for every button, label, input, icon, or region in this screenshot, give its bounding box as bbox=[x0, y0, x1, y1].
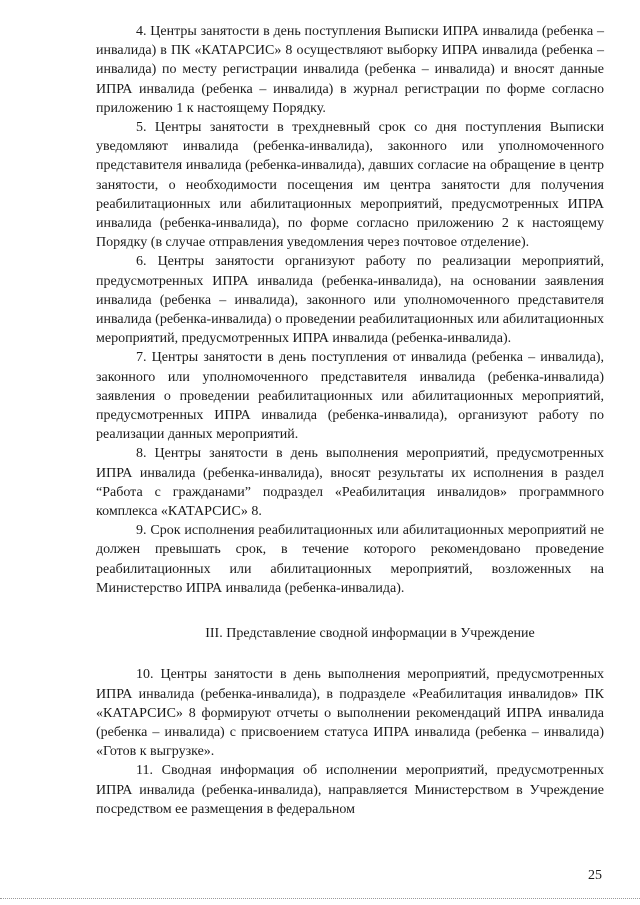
paragraph-4: 4. Центры занятости в день поступления Выписки ИПРА инвалида (ребенка – инвалида) в ПК «КАТАРСИС» 8 осуществляют выборку ИПРА инвалида (ребенка – инвалида) по месту регистрации инвалида (ребенка – инвалида) и вносят данные ИПРА инвалида (ребенка – инвалида) в журнал регистрации по форме согласно приложению 1 к настоящему Порядку. bbox=[96, 24, 604, 116]
page-number: 25 bbox=[588, 868, 602, 883]
paragraph-10: 10. Центры занятости в день выполнения мероприятий, предусмотренных ИПРА инвалида (ребенка-инвалида), в подразделе «Реабилитация инвалидов» ПК «КАТАРСИС» 8 формируют отчеты о выполнении рекомендаций ИПРА инвалида (ребенка – инвалида) с присвоением статуса ИПРА инвалида (ребенка – инвалида) «Готов к выгрузке». bbox=[96, 667, 604, 760]
section-heading: III. Представление сводной информации в Учреждение bbox=[205, 626, 535, 642]
paragraph-6: 6. Центры занятости организуют работу по реализации мероприятий, предусмотренных ИПРА инвалида (ребенка-инвалида), на основании заявления инвалида (ребенка – инвалида), законного или уполномоченного представителя инвалида (ребенка-инвалида) о проведении реабилитационных или абилитационных мероприятий, предусмотренных ИПРА инвалида (ребенка-инвалида). bbox=[96, 254, 604, 347]
document-page bbox=[96, 22, 604, 819]
paragraph-11: 11. Сводная информация об исполнении мероприятий, предусмотренных ИПРА инвалида (ребенка-инвалида), направляется Министерством в Учреждение посредством ее размещения в федеральном bbox=[96, 763, 604, 817]
paragraph-9: 9. Срок исполнения реабилитационных или абилитационных мероприятий не должен превышать срок, в течение которого рекомендовано проведение реабилитационных или абилитационных мероприятий, возложенных на Министерство ИПРА инвалида (ребенка-инвалида). bbox=[96, 523, 604, 596]
paragraph-8: 8. Центры занятости в день выполнения мероприятий, предусмотренных ИПРА инвалида (ребенка-инвалида), вносят результаты их исполнения в раздел “Работа с гражданами” подраздел «Реабилитация инвалидов» программного комплекса «КАТАРСИС» 8. bbox=[96, 446, 604, 520]
bottom-edge-rule bbox=[0, 898, 640, 899]
paragraph-5: 5. Центры занятости в трехдневный срок со дня поступления Выписки уведомляют инвалида (ребенка-инвалида), законного или уполномоченного представителя инвалида (ребенка-инвалида), давших согласие на обращение в центр занятости, о необходимости посещения им центра занятости для получения реабилитационных или абилитационных мероприятий, предусмотренных ИПРА инвалида (ребенка-инвалида), по форме согласно приложению 2 к настоящему Порядку (в случае отправления уведомления через почтовое отделение). bbox=[96, 120, 604, 251]
paragraph-7: 7. Центры занятости в день поступления от инвалида (ребенка – инвалида), законного или уполномоченного представителя инвалида (ребенка-инвалида) заявления о проведении реабилитационных или абилитационных мероприятий, предусмотренных ИПРА инвалида (ребенка-инвалида), организуют работу по реализации данных мероприятий. bbox=[96, 350, 604, 443]
